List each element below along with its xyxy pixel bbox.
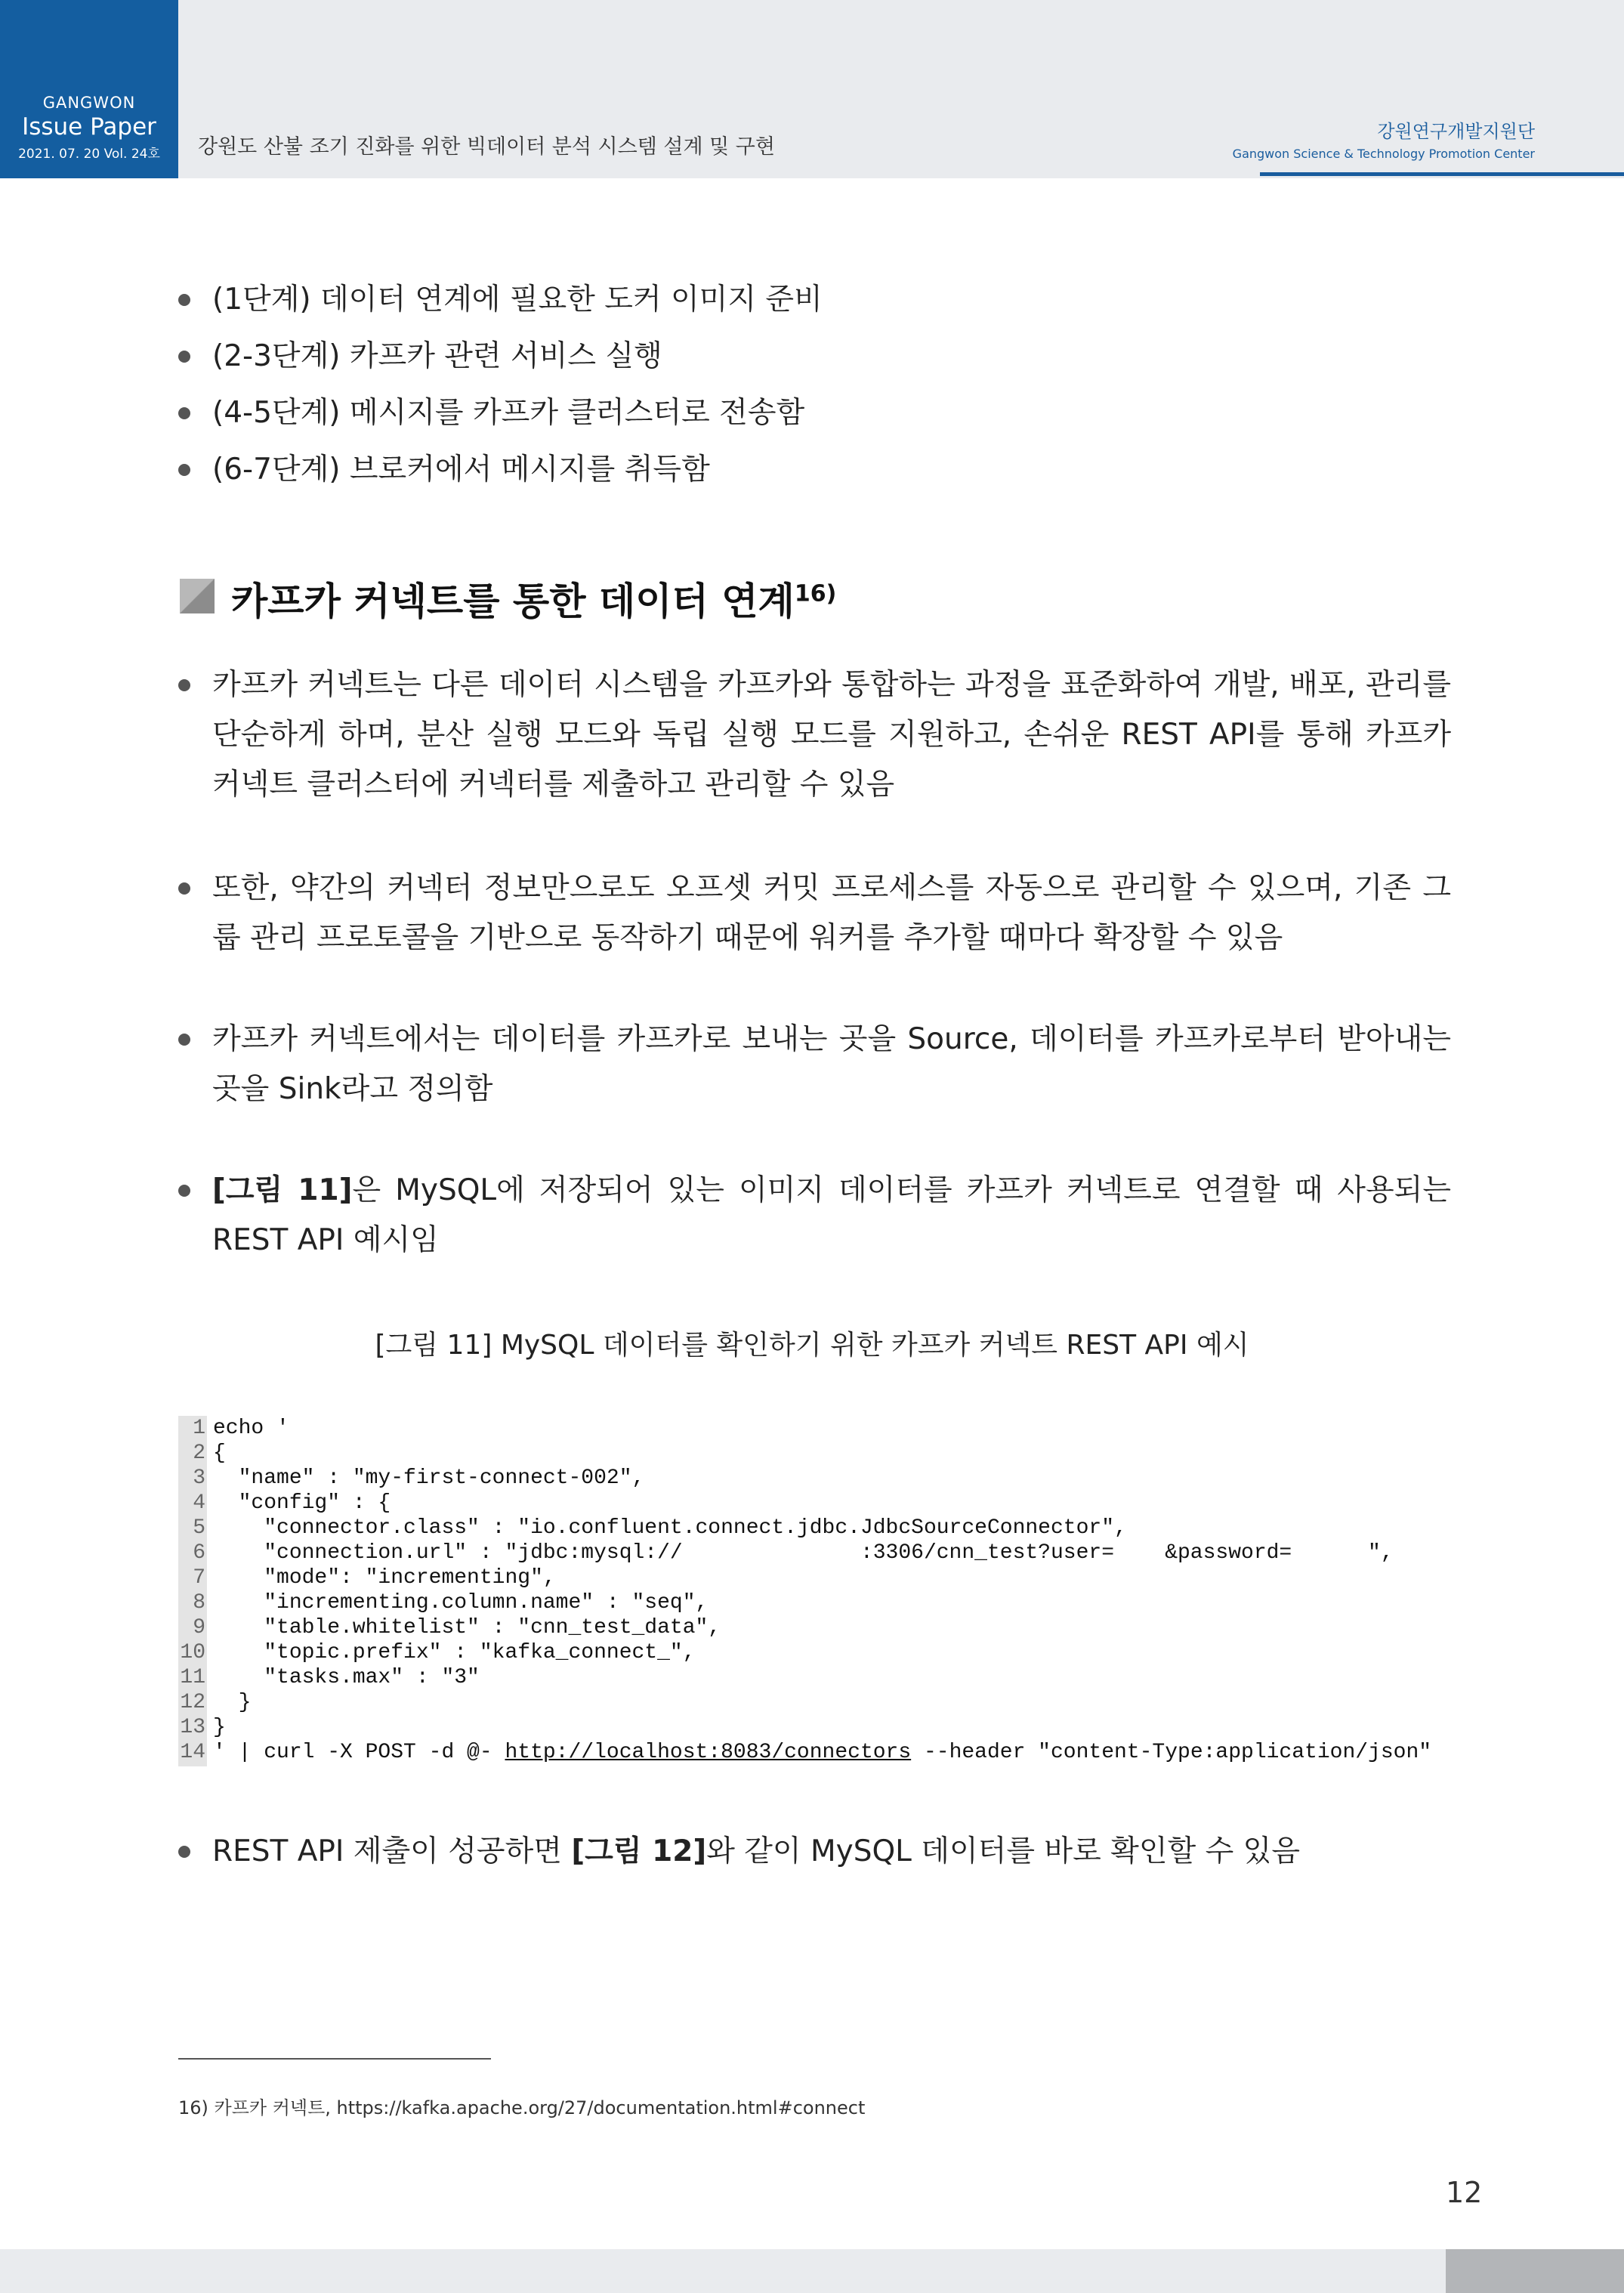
paragraph-rest-success: REST API 제출이 성공하면 [그림 12]와 같이 MySQL 데이터를 바로 확인할 수 있음 [212, 1827, 1300, 1877]
footer-accent [1446, 2249, 1624, 2293]
figure-12-ref: [그림 12] [571, 1834, 707, 1868]
publication-brand [0, 0, 178, 178]
code-snippet [178, 1416, 1447, 1766]
code-line: 7 "mode": "incrementing", [193, 1566, 556, 1590]
section-square-icon [180, 579, 215, 613]
brand-org: GANGWON [42, 94, 136, 112]
figure-caption: [그림 11] MySQL 데이터를 확인하기 위한 카프카 커넥트 REST API 예시 [375, 1330, 1249, 1361]
code-line: 11 "tasks.max" : "3" [180, 1666, 480, 1689]
code-line: 13 } [180, 1716, 226, 1739]
footnote: 16) 카프카 커넥트, https://kafka.apache.org/27/documentation.html#connect [178, 2097, 866, 2118]
code-line: 6 "connection.url" : "jdbc:mysql:// :3306/cnn_test?user= &password= ", [193, 1541, 1394, 1565]
code-line: 2 { [193, 1442, 226, 1465]
code-line: 12 } [180, 1691, 252, 1714]
paragraph-offset-commit: 또한, 약간의 커넥터 정보만으로도 오프셋 커밋 프로세스를 자동으로 관리할 수 있으며, 기존 그룹 관리 프로토콜을 기반으로 동작하기 때문에 워커를 추가할 때마다 확장할 수 있음 [212, 864, 1451, 963]
step-item-4: (6-7단계) 브로커에서 메시지를 취득함 [212, 445, 710, 495]
code-line: 10 "topic.prefix" : "kafka_connect_", [180, 1641, 696, 1664]
center-name-english: Gangwon Science & Technology Promotion Center [1232, 147, 1535, 161]
step-item-1: (1단계) 데이터 연계에 필요한 도커 이미지 준비 [212, 275, 823, 325]
section-title: 카프카 커넥트를 통한 데이터 연계 [231, 579, 795, 623]
paragraph-source-sink: 카프카 커넥트에서는 데이터를 카프카로 보내는 곳을 Source, 데이터를 카프카로부터 받아내는 곳을 Sink라고 정의함 [212, 1015, 1451, 1114]
page-number: 12 [1446, 2176, 1483, 2209]
code-line: 3 "name" : "my-first-connect-002", [193, 1466, 645, 1490]
brand-date: 2021. 07. 20 Vol. 24호 [18, 147, 160, 162]
connectors-url: http://localhost:8083/connectors [505, 1741, 912, 1764]
code-line: 14 ' | curl -X POST -d @- http://localhost:8083/connectors --header "content-Type:application/json" [180, 1741, 1432, 1764]
figure-11-ref: [그림 11] [212, 1173, 353, 1207]
code-line: 1 echo ' [193, 1417, 289, 1440]
header-rule [1260, 172, 1624, 176]
code-line: 4 "config" : { [193, 1491, 391, 1515]
page-footer [0, 2249, 1624, 2293]
brand-title: Issue Paper [22, 113, 156, 141]
center-name-korean: 강원연구개발지원단 [1377, 121, 1535, 142]
step-item-2: (2-3단계) 카프카 관련 서비스 실행 [212, 332, 662, 382]
step-item-3: (4-5단계) 메시지를 카프카 클러스터로 전송함 [212, 388, 804, 438]
code-line: 9 "table.whitelist" : "cnn_test_data", [193, 1616, 721, 1639]
footnote-ref: 16) [794, 580, 837, 607]
footnote-divider [178, 2058, 491, 2060]
document-title: 강원도 산불 조기 진화를 위한 빅데이터 분석 시스템 설계 및 구현 [198, 135, 775, 159]
code-line: 5 "connector.class" : "io.confluent.connect.jdbc.JdbcSourceConnector", [193, 1516, 1127, 1540]
code-line: 8 "incrementing.column.name" : "seq", [193, 1591, 709, 1615]
paragraph-figure-11-ref: [그림 11]은 MySQL에 저장되어 있는 이미지 데이터를 카프카 커넥트로 연결할 때 사용되는 REST API 예시임 [212, 1166, 1451, 1265]
paragraph-kafka-connect: 카프카 커넥트는 다른 데이터 시스템을 카프카와 통합하는 과정을 표준화하여 개발, 배포, 관리를 단순하게 하며, 분산 실행 모드와 독립 실행 모드를 지원하고, 손쉬운 REST API를 통해 카프카 커넥트 클러스터에 커넥터를 제출하고 관리할 수 있음 [212, 660, 1451, 810]
